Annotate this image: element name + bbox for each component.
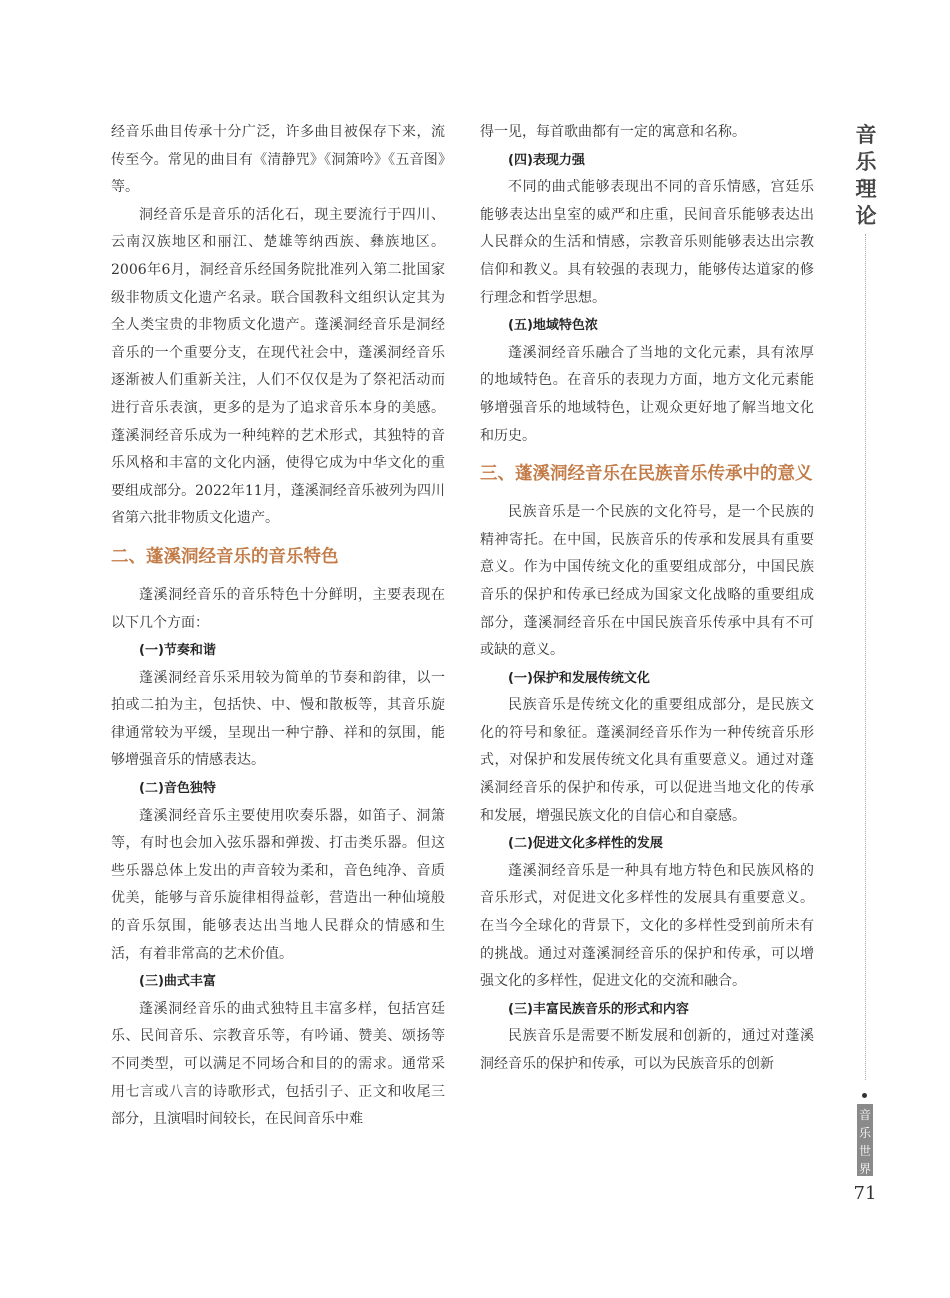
subsection-heading: (三)丰富民族音乐的形式和内容 xyxy=(508,1001,689,1017)
left-column xyxy=(111,119,445,1134)
body-paragraph: 经音乐曲目传承十分广泛，许多曲目被保存下来，流传至今。常见的曲目有《清静咒》《洞箫吟》《五音图》等。 xyxy=(111,124,445,196)
subsection-heading: (一)保护和发展传统文化 xyxy=(508,670,650,686)
body-paragraph: 蓬溪洞经音乐主要使用吹奏乐器，如笛子、洞箫等，有时也会加入弦乐器和弹拨、打击类乐器。但这些乐器总体上发出的声音较为柔和，音色纯净、音质优美，能够与音乐旋律相得益彰，营造出一种仙境般的音乐氛围，能够表达出当地人民群众的情感和生活，有着非常高的艺术价值。 xyxy=(111,807,445,962)
sidebar-dotted-divider xyxy=(865,234,866,1080)
sidebar-section-title: 音乐理论 xyxy=(855,123,877,228)
body-paragraph: 蓬溪洞经音乐是一种具有地方特色和民族风格的音乐形式，对促进文化多样性的发展具有重要意义。在当今全球化的背景下，文化的多样性受到前所未有的挑战。通过对蓬溪洞经音乐的保护和传承，可以增强文化的多样性，促进文化的交流和融合。 xyxy=(480,862,814,990)
body-paragraph: 洞经音乐是音乐的活化石，现主要流行于四川、云南汉族地区和丽江、楚雄等纳西族、彝族地区。2006年6月，洞经音乐经国务院批准列入第二批国家级非物质文化遗产名录。联合国教科文组织认定其为全人类宝贵的非物质文化遗产。蓬溪洞经音乐是洞经音乐的一个重要分支，在现代社会中，蓬溪洞经音乐逐渐被人们重新关注，人们不仅仅是为了祭祀活动而进行音乐表演，更多的是为了追求音乐本身的美感。蓬溪洞经音乐成为一种纯粹的艺术形式，其独特的音乐风格和丰富的文化内涵，使得它成为中华文化的重要组成部分。2022年11月，蓬溪洞经音乐被列为四川省第六批非物质文化遗产。 xyxy=(111,206,445,527)
body-paragraph: 民族音乐是传统文化的重要组成部分，是民族文化的符号和象征。蓬溪洞经音乐作为一种传统音乐形式，对保护和发展传统文化具有重要意义。通过对蓬溪洞经音乐的保护和传承，可以促进当地文化的传承和发展，增强民族文化的自信心和自豪感。 xyxy=(480,697,814,824)
subsection-heading: (二)促进文化多样性的发展 xyxy=(508,836,663,852)
subsection-heading: (一)节奏和谐 xyxy=(139,643,216,659)
section-heading: 二、蓬溪洞经音乐的音乐特色 xyxy=(111,546,339,567)
body-paragraph: 得一见，每首歌曲都有一定的寓意和名称。 xyxy=(480,124,746,140)
subsection-heading: (三)曲式丰富 xyxy=(139,974,216,990)
body-paragraph: 民族音乐是一个民族的文化符号，是一个民族的精神寄托。在中国，民族音乐的传承和发展具有重要意义。作为中国传统文化的重要组成部分，中国民族音乐的保护和传承已经成为国家文化战略的重要组成部分，蓬溪洞经音乐在中国民族音乐传承中具有不可或缺的意义。 xyxy=(480,504,814,659)
subsection-heading: (四)表现力强 xyxy=(508,152,585,168)
body-paragraph: 民族音乐是需要不断发展和创新的，通过对蓬溪洞经音乐的保护和传承，可以为民族音乐的创新 xyxy=(480,1028,814,1072)
body-paragraph: 蓬溪洞经音乐的曲式独特且丰富多样，包括宫廷乐、民间音乐、宗教音乐等，有吟诵、赞美、颂扬等不同类型，可以满足不同场合和目的的需求。通常采用七言或八言的诗歌形式，包括引子、正文和收尾三部分，且演唱时间较长，在民间音乐中难 xyxy=(111,1000,445,1128)
sidebar-bullet-icon xyxy=(862,1093,867,1098)
body-paragraph: 蓬溪洞经音乐的音乐特色十分鲜明，主要表现在以下几个方面： xyxy=(111,586,445,631)
right-column xyxy=(480,119,814,1079)
body-paragraph: 蓬溪洞经音乐融合了当地的文化元素，具有浓厚的地域特色。在音乐的表现力方面，地方文化元素能够增强音乐的地域特色，让观众更好地了解当地文化和历史。 xyxy=(480,344,814,444)
body-paragraph: 蓬溪洞经音乐采用较为简单的节奏和韵律，以一拍或二拍为主，包括快、中、慢和散板等，其音乐旋律通常较为平缓，呈现出一种宁静、祥和的氛围，能够增强音乐的情感表达。 xyxy=(111,669,445,769)
subsection-heading: (二)音色独特 xyxy=(139,781,216,797)
body-paragraph: 不同的曲式能够表现出不同的音乐情感，宫廷乐能够表达出皇室的威严和庄重，民间音乐能够表达出人民群众的生活和情感，宗教音乐则能够表达出宗教信仰和教义。具有较强的表现力，能够传达道家的修行理念和哲学思想。 xyxy=(480,179,814,306)
subsection-heading: (五)地域特色浓 xyxy=(508,318,598,334)
magazine-name-tab: 音乐世界 xyxy=(857,1104,873,1176)
page-number: 71 xyxy=(853,1183,877,1204)
section-heading: 三、蓬溪洞经音乐在民族音乐传承中的意义 xyxy=(480,464,813,485)
